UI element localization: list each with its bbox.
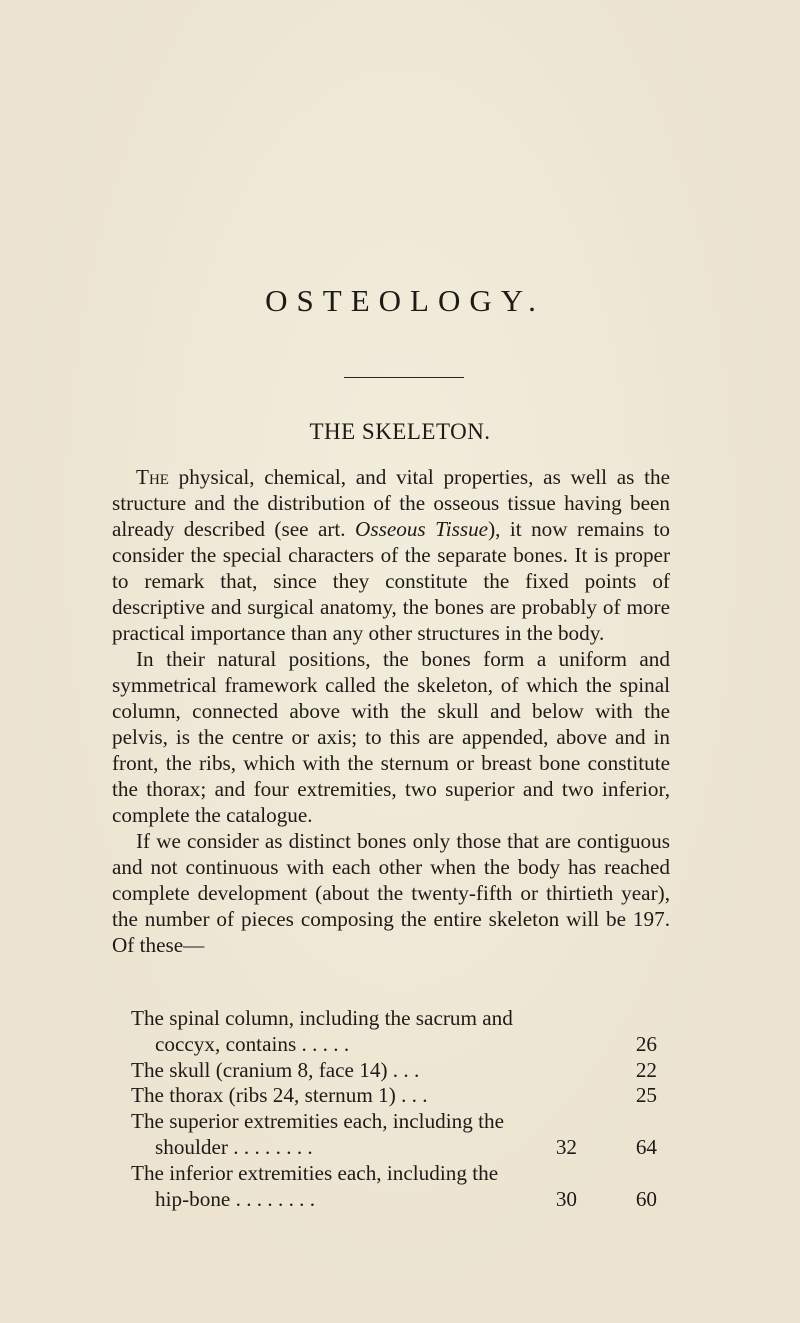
- table-row: [131, 1161, 657, 1187]
- row-label: coccyx, contains . . . . .: [155, 1031, 350, 1056]
- row-count-total: 22: [635, 1057, 657, 1082]
- row-count-total: 26: [635, 1031, 657, 1056]
- row-label: hip-bone . . . . . . . .: [155, 1186, 316, 1211]
- paragraph-1-italic: Osseous Tissue: [355, 517, 489, 541]
- paragraph-1-part-a: physical, chemical, and vital properties, as well as the structure and the distribution of the osseous tissue having been already described (see art.: [112, 465, 670, 541]
- table-row: [131, 1058, 657, 1084]
- table-row: [131, 1006, 657, 1032]
- paragraph-1-part-b: ), it now remains to consider the special characters of the separate bones. It is proper to remark that, since they constitute the fixed points of descriptive and surgical anatomy, the bones are probably of more practical importance than any other structures in the body.: [112, 517, 671, 645]
- row-count-each: 30: [555, 1186, 577, 1211]
- row-count-total: 60: [635, 1186, 657, 1211]
- row-count-total: 64: [635, 1134, 657, 1159]
- table-row: [131, 1187, 657, 1213]
- row-label: The skull (cranium 8, face 14) . . .: [131, 1057, 420, 1082]
- page-title: OSTEOLOGY.: [265, 283, 545, 318]
- body-text: [112, 464, 670, 958]
- row-count-total: 25: [635, 1083, 657, 1108]
- row-label: The thorax (ribs 24, sternum 1) . . .: [131, 1083, 428, 1108]
- table-row: [131, 1032, 657, 1058]
- title-rule: [344, 377, 464, 378]
- paragraph-1-lead: The: [136, 465, 169, 489]
- table-row: [131, 1135, 657, 1161]
- row-label: The spinal column, including the sacrum and: [131, 1006, 513, 1030]
- table-row: [131, 1083, 657, 1109]
- table-row: [131, 1109, 657, 1135]
- row-count-each: 32: [555, 1134, 577, 1159]
- row-label: shoulder . . . . . . . .: [155, 1134, 313, 1159]
- row-label: The inferior extremities each, including the: [131, 1160, 499, 1185]
- paragraph-3: If we consider as distinct bones only those that are contiguous and not continuous with each other when the body has reached complete development (about the twenty-fifth or thirtieth year), the number of pieces composing the entire skeleton will be 197. Of these—: [112, 829, 670, 957]
- bone-count-table: [131, 1006, 657, 1212]
- paragraph-2: In their natural positions, the bones form a uniform and symmetrical framework called the skeleton, of which the spinal column, connected above with the skull and below with the pelvis, is the centre or axis; to this are appended, above and in front, the ribs, which with the sternum or breast bone constitute the thorax; and four extremities, two superior and two inferior, complete the catalogue.: [112, 647, 670, 827]
- section-heading: THE SKELETON.: [309, 419, 491, 444]
- paragraph-1: [112, 464, 670, 646]
- row-label: The superior extremities each, including the: [131, 1109, 505, 1134]
